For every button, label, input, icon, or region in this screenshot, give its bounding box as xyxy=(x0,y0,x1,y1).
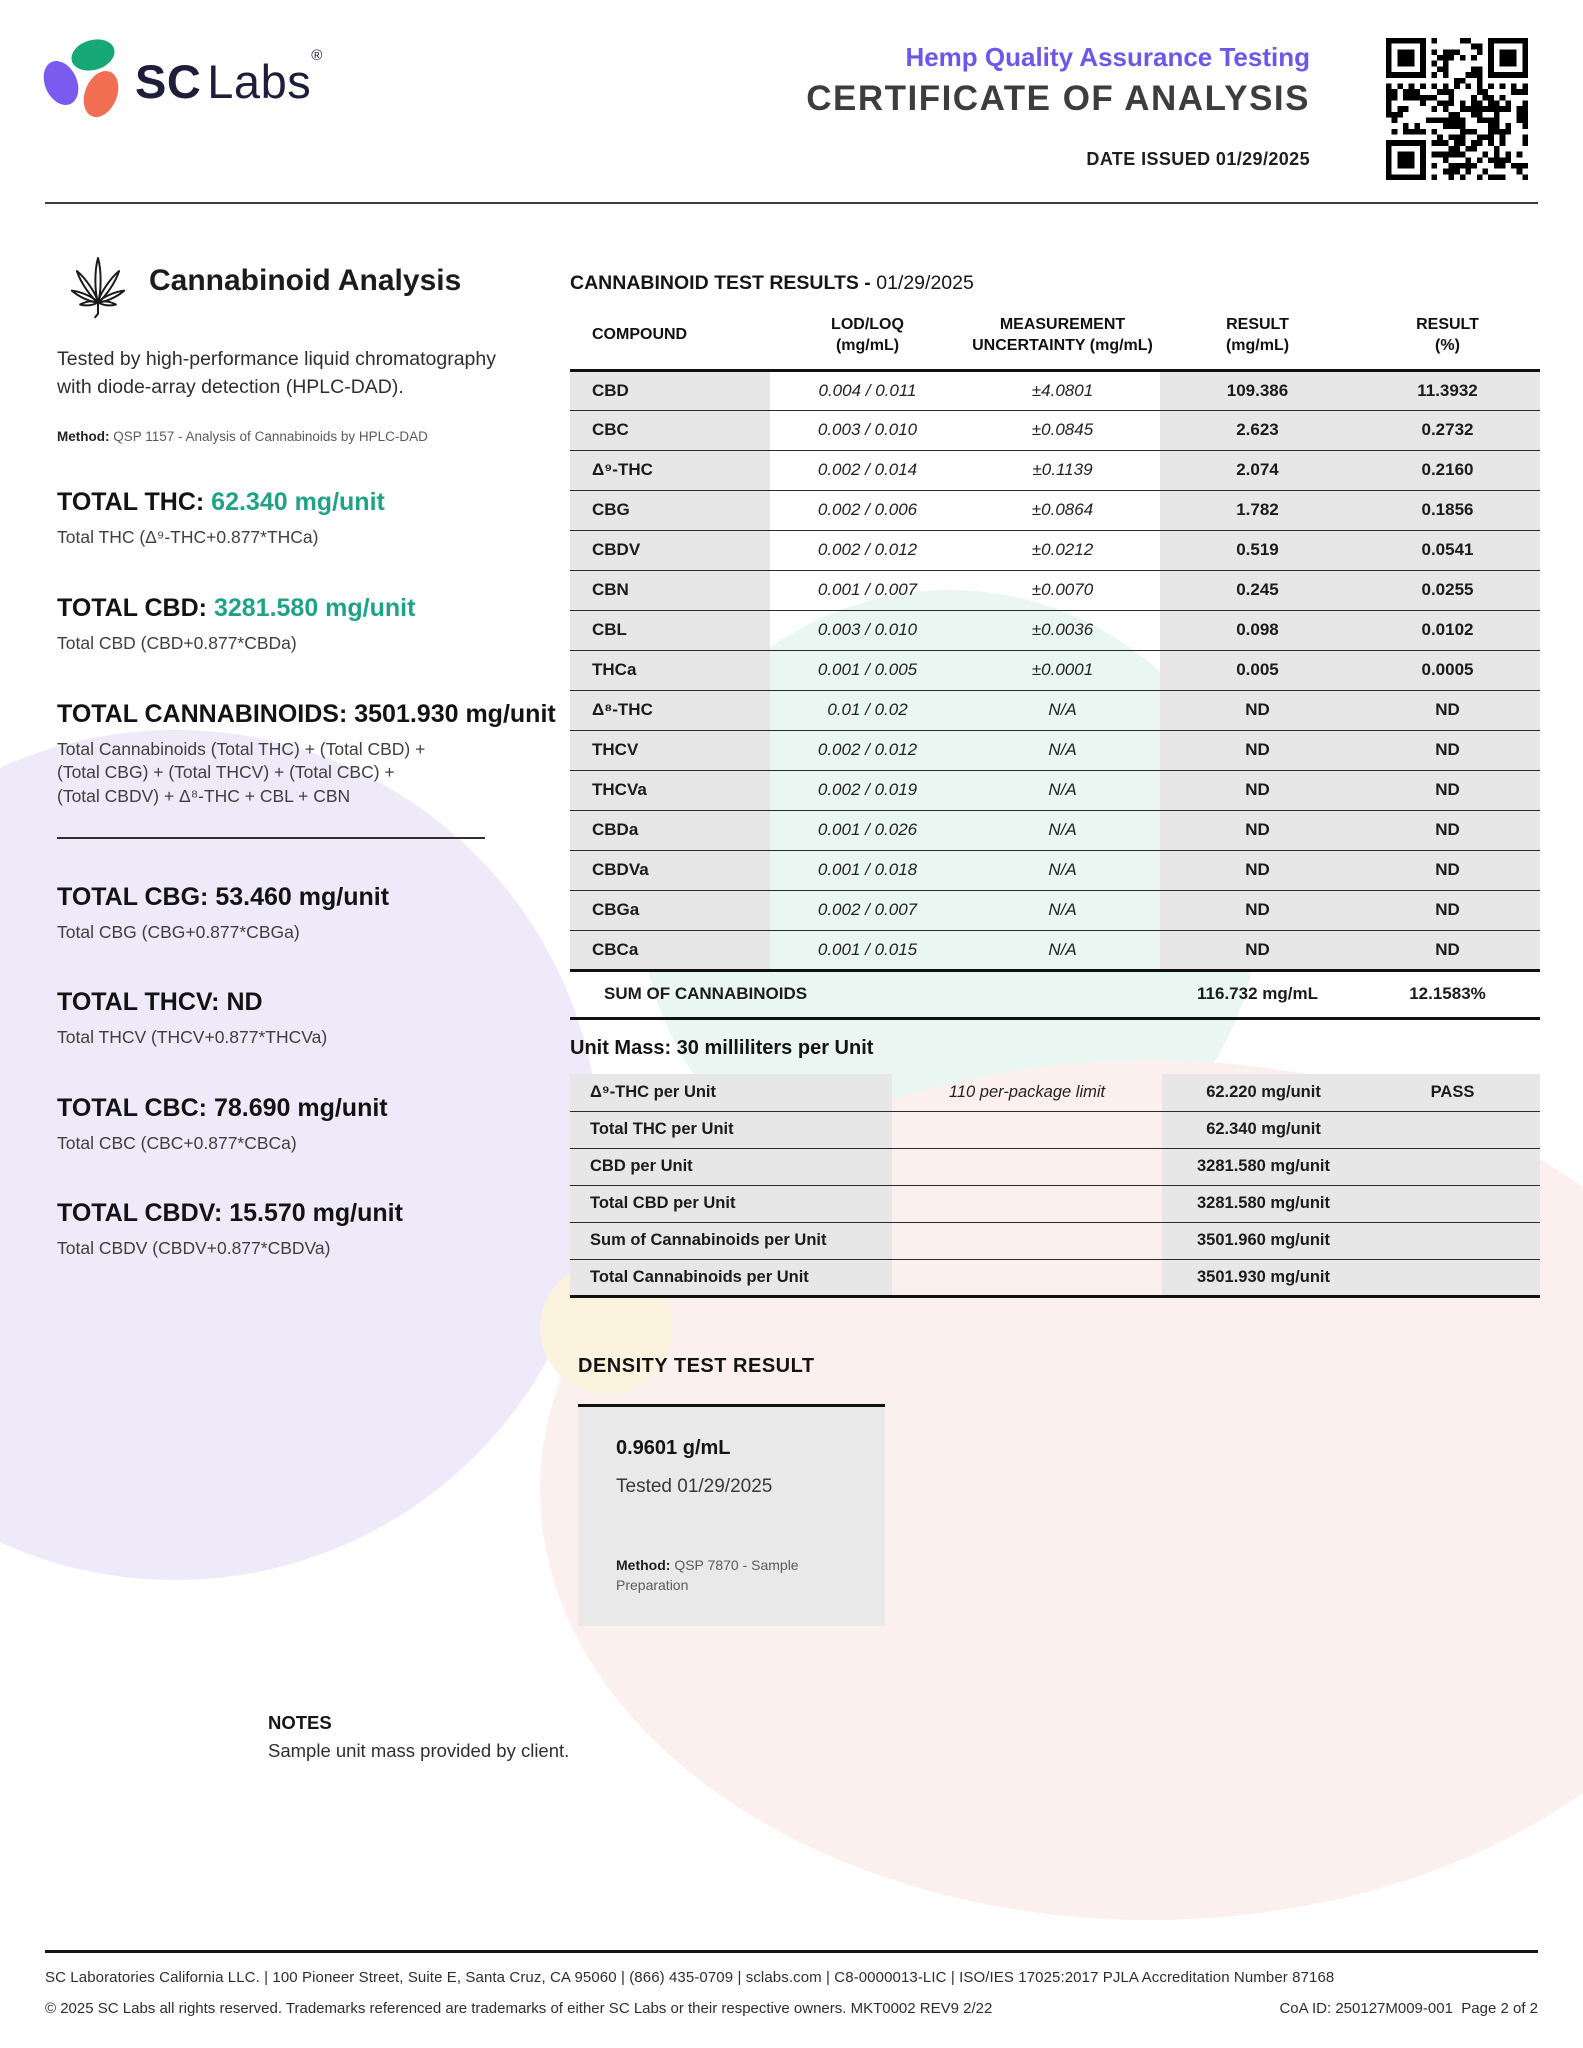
result-pct-cell: ND xyxy=(1355,730,1540,770)
compound-cell: CBDa xyxy=(570,810,770,850)
unit-label-cell: Δ⁹-THC per Unit xyxy=(570,1074,892,1111)
result-pct-cell: ND xyxy=(1355,930,1540,970)
secondary-totals xyxy=(57,883,572,1262)
sum-result-mg: 116.732 mg/mL xyxy=(1160,970,1355,1018)
registered-mark: ® xyxy=(311,47,323,64)
result-pct-cell: 0.0541 xyxy=(1355,530,1540,570)
total-cbd-value: 3281.580 mg/unit xyxy=(213,594,416,622)
unit-mass-row xyxy=(570,1148,1540,1185)
unit-label-cell: Sum of Cannabinoids per Unit xyxy=(570,1222,892,1259)
uncertainty-cell: ±0.0864 xyxy=(965,490,1160,530)
total-thc-label: TOTAL THC: xyxy=(57,488,205,517)
total-label: TOTAL CBC: xyxy=(57,1093,207,1122)
unit-label-cell: Total CBD per Unit xyxy=(570,1185,892,1222)
total-thc-block xyxy=(57,488,572,550)
compound-cell: CBL xyxy=(570,610,770,650)
density-result-box xyxy=(578,1404,885,1626)
result-mg-cell: ND xyxy=(1160,690,1355,730)
result-mg-cell: ND xyxy=(1160,810,1355,850)
uncertainty-cell: ±0.0845 xyxy=(965,410,1160,450)
result-pct-cell: ND xyxy=(1355,770,1540,810)
unit-limit-cell xyxy=(892,1148,1162,1185)
unit-mass-heading: Unit Mass: 30 milliliters per Unit xyxy=(570,1037,874,1059)
uncertainty-cell: ±0.1139 xyxy=(965,450,1160,490)
footer-legal xyxy=(45,2000,1538,2017)
uncertainty-cell: N/A xyxy=(965,930,1160,970)
unit-status-cell xyxy=(1365,1185,1540,1222)
unit-status-cell xyxy=(1365,1259,1540,1296)
unit-value-cell: 3281.580 mg/unit xyxy=(1162,1148,1365,1185)
compound-cell: CBCa xyxy=(570,930,770,970)
unit-mass-row xyxy=(570,1222,1540,1259)
lod-loq-cell: 0.01 / 0.02 xyxy=(770,690,965,730)
notes-heading: NOTES xyxy=(268,1712,332,1733)
result-pct-cell: 0.0102 xyxy=(1355,610,1540,650)
compound-cell: CBDV xyxy=(570,530,770,570)
method-label: Method: xyxy=(57,429,110,445)
lod-loq-cell: 0.004 / 0.011 xyxy=(770,370,965,410)
uncertainty-cell: ±0.0001 xyxy=(965,650,1160,690)
col-compound: COMPOUND xyxy=(570,309,770,370)
total-formula: Total CBDV (CBDV+0.877*CBDVa) xyxy=(57,1238,331,1259)
results-row xyxy=(570,650,1540,690)
sum-result-pct: 12.1583% xyxy=(1355,970,1540,1018)
cannabinoid-analysis-panel xyxy=(57,238,572,1261)
compound-cell: THCVa xyxy=(570,770,770,810)
analysis-description: Tested by high-performance liquid chromatography with diode-array detection (HPLC-DAD). xyxy=(57,348,496,398)
results-row xyxy=(570,930,1540,970)
unit-limit-cell xyxy=(892,1222,1162,1259)
total-cannabinoids-label: TOTAL CANNABINOIDS: xyxy=(57,699,348,728)
unit-status-cell xyxy=(1365,1222,1540,1259)
footer-lab-info: SC Laboratories California LLC. | 100 Pioneer Street, Suite E, Santa Cruz, CA 95060 | (866) 435-0709 | sclabs.com | C8-0000013-LIC | ISO/IES 17025:2017 PJLA Accreditation Number 87168 xyxy=(45,1969,1335,1986)
unit-value-cell: 3501.930 mg/unit xyxy=(1162,1259,1365,1296)
lod-loq-cell: 0.001 / 0.018 xyxy=(770,850,965,890)
total-thc-value: 62.340 mg/unit xyxy=(211,488,385,517)
lod-loq-cell: 0.002 / 0.006 xyxy=(770,490,965,530)
total-formula: Total CBC (CBC+0.877*CBCa) xyxy=(57,1132,297,1153)
results-row xyxy=(570,730,1540,770)
footer xyxy=(45,1950,1538,2017)
total-cannabinoids-block xyxy=(57,700,572,839)
program-title: Hemp Quality Assurance Testing xyxy=(905,42,1310,72)
compound-cell: CBGa xyxy=(570,890,770,930)
total-cannabinoids-formula: Total Cannabinoids (Total THC) + (Total CBD) + (Total CBG) + (Total THCV) + (Total CBC) + (Total CBDV) + Δ⁸-THC + CBL + CBN xyxy=(57,738,426,806)
unit-limit-cell xyxy=(892,1259,1162,1296)
results-row xyxy=(570,890,1540,930)
total-cbd-label: TOTAL CBD: xyxy=(57,594,207,622)
cannabinoid-results-table xyxy=(570,309,1540,1020)
unit-limit-cell xyxy=(892,1185,1162,1222)
lod-loq-cell: 0.003 / 0.010 xyxy=(770,610,965,650)
notes-text: Sample unit mass provided by client. xyxy=(268,1740,570,1761)
uncertainty-cell: ±0.0070 xyxy=(965,570,1160,610)
result-mg-cell: ND xyxy=(1160,930,1355,970)
qr-code xyxy=(1386,38,1528,180)
sclabs-logo-icon xyxy=(45,38,123,118)
unit-status-cell xyxy=(1365,1148,1540,1185)
date-issued: DATE ISSUED 01/29/2025 xyxy=(1086,149,1310,169)
total-cbd-formula: Total CBD (CBD+0.877*CBDa) xyxy=(57,633,297,653)
lod-loq-cell: 0.002 / 0.007 xyxy=(770,890,965,930)
col-uncertainty: MEASUREMENT UNCERTAINTY (mg/mL) xyxy=(965,309,1160,370)
total-cannabinoids-value: 3501.930 mg/unit xyxy=(354,699,556,728)
density-test-section xyxy=(578,1355,898,1626)
logo-petal-orange-icon xyxy=(77,66,125,122)
method-value: QSP 1157 - Analysis of Cannabinoids by HPLC-DAD xyxy=(109,429,428,445)
compound-cell: CBG xyxy=(570,490,770,530)
results-row xyxy=(570,850,1540,890)
density-method: Method: QSP 7870 - Sample Preparation xyxy=(616,1557,799,1593)
result-mg-cell: ND xyxy=(1160,730,1355,770)
header-titles xyxy=(806,42,1310,170)
unit-label-cell: CBD per Unit xyxy=(570,1148,892,1185)
uncertainty-cell: N/A xyxy=(965,850,1160,890)
unit-mass-row xyxy=(570,1259,1540,1296)
lod-loq-cell: 0.003 / 0.010 xyxy=(770,410,965,450)
result-mg-cell: ND xyxy=(1160,850,1355,890)
result-pct-cell: ND xyxy=(1355,890,1540,930)
results-row xyxy=(570,770,1540,810)
logo-labs: Labs xyxy=(207,55,312,108)
header-divider xyxy=(45,202,1538,204)
total-formula: Total CBG (CBG+0.877*CBGa) xyxy=(57,921,300,942)
unit-limit-cell: 110 per-package limit xyxy=(892,1074,1162,1111)
results-row xyxy=(570,570,1540,610)
uncertainty-cell: ±0.0212 xyxy=(965,530,1160,570)
result-mg-cell: 0.519 xyxy=(1160,530,1355,570)
analysis-heading xyxy=(57,238,572,324)
col-result-pct: RESULT (%) xyxy=(1355,309,1540,370)
uncertainty-cell: N/A xyxy=(965,690,1160,730)
total-block xyxy=(57,988,572,1050)
lod-loq-cell: 0.002 / 0.012 xyxy=(770,730,965,770)
result-pct-cell: 11.3932 xyxy=(1355,370,1540,410)
lod-loq-cell: 0.001 / 0.007 xyxy=(770,570,965,610)
results-row xyxy=(570,370,1540,410)
unit-mass-section xyxy=(570,1037,1540,1298)
result-pct-cell: 0.2732 xyxy=(1355,410,1540,450)
compound-cell: THCa xyxy=(570,650,770,690)
results-row xyxy=(570,690,1540,730)
header xyxy=(45,30,1538,190)
total-label: TOTAL THCV: xyxy=(57,988,220,1017)
unit-value-cell: 62.220 mg/unit xyxy=(1162,1074,1365,1111)
uncertainty-cell: N/A xyxy=(965,810,1160,850)
compound-cell: CBC xyxy=(570,410,770,450)
compound-cell: CBDVa xyxy=(570,850,770,890)
unit-mass-row xyxy=(570,1074,1540,1111)
total-formula: Total THCV (THCV+0.877*THCVa) xyxy=(57,1027,328,1048)
results-row xyxy=(570,530,1540,570)
total-block xyxy=(57,1199,572,1261)
total-block xyxy=(57,1094,572,1156)
footer-divider xyxy=(45,1950,1538,1953)
footer-coa-id: CoA ID: 250127M009-001 Page 2 of 2 xyxy=(1279,2000,1538,2017)
lod-loq-cell: 0.001 / 0.015 xyxy=(770,930,965,970)
result-pct-cell: ND xyxy=(1355,810,1540,850)
result-mg-cell: 109.386 xyxy=(1160,370,1355,410)
uncertainty-cell: N/A xyxy=(965,770,1160,810)
total-value: ND xyxy=(226,988,263,1017)
result-pct-cell: ND xyxy=(1355,690,1540,730)
lod-loq-cell: 0.002 / 0.012 xyxy=(770,530,965,570)
results-row xyxy=(570,490,1540,530)
compound-cell: CBD xyxy=(570,370,770,410)
result-mg-cell: 2.074 xyxy=(1160,450,1355,490)
result-mg-cell: ND xyxy=(1160,890,1355,930)
col-result-mg: RESULT (mg/mL) xyxy=(1160,309,1355,370)
results-header-row xyxy=(570,309,1540,370)
compound-cell: CBN xyxy=(570,570,770,610)
lod-loq-cell: 0.001 / 0.005 xyxy=(770,650,965,690)
results-row xyxy=(570,450,1540,490)
results-row xyxy=(570,410,1540,450)
analysis-method xyxy=(57,429,572,444)
unit-mass-table xyxy=(570,1074,1540,1298)
logo-sc: SC xyxy=(135,55,202,108)
density-tested-date: Tested 01/29/2025 xyxy=(616,1476,773,1497)
result-mg-cell: 1.782 xyxy=(1160,490,1355,530)
unit-label-cell: Total THC per Unit xyxy=(570,1111,892,1148)
result-pct-cell: 0.0255 xyxy=(1355,570,1540,610)
density-heading: DENSITY TEST RESULT xyxy=(578,1355,815,1377)
compound-cell: Δ⁸-THC xyxy=(570,690,770,730)
unit-value-cell: 3501.960 mg/unit xyxy=(1162,1222,1365,1259)
total-cbd-block xyxy=(57,594,572,656)
total-label: TOTAL CBG: xyxy=(57,882,209,911)
logo-wordmark xyxy=(135,47,323,109)
certificate-title: CERTIFICATE OF ANALYSIS xyxy=(806,79,1310,118)
col-lod-loq: LOD/LOQ (mg/mL) xyxy=(770,309,965,370)
result-pct-cell: 0.0005 xyxy=(1355,650,1540,690)
analysis-title: Cannabinoid Analysis xyxy=(149,264,462,297)
total-value: 53.460 mg/unit xyxy=(215,882,390,911)
uncertainty-cell: N/A xyxy=(965,890,1160,930)
logo-petal-green-icon xyxy=(68,35,119,76)
result-pct-cell: ND xyxy=(1355,850,1540,890)
total-block xyxy=(57,883,572,945)
result-mg-cell: 0.005 xyxy=(1160,650,1355,690)
total-thc-formula: Total THC (Δ⁹-THC+0.877*THCa) xyxy=(57,527,319,548)
total-label: TOTAL CBDV: xyxy=(57,1199,223,1228)
unit-mass-row xyxy=(570,1185,1540,1222)
sum-of-cannabinoids-row xyxy=(570,970,1540,1018)
lod-loq-cell: 0.002 / 0.019 xyxy=(770,770,965,810)
compound-cell: THCV xyxy=(570,730,770,770)
left-column-divider xyxy=(57,837,485,839)
result-mg-cell: ND xyxy=(1160,770,1355,810)
footer-copyright: © 2025 SC Labs all rights reserved. Trademarks referenced are trademarks of either SC Labs or their respective owners. MKT0002 REV9 2/22 xyxy=(45,2000,993,2017)
notes-section xyxy=(268,1712,569,1762)
cannabinoid-test-results-section xyxy=(570,272,1540,1020)
density-value: 0.9601 g/mL xyxy=(616,1437,731,1459)
unit-value-cell: 3281.580 mg/unit xyxy=(1162,1185,1365,1222)
unit-limit-cell xyxy=(892,1111,1162,1148)
results-row xyxy=(570,610,1540,650)
unit-mass-row xyxy=(570,1111,1540,1148)
result-pct-cell: 0.2160 xyxy=(1355,450,1540,490)
hemp-leaf-icon xyxy=(57,238,139,324)
unit-status-cell: PASS xyxy=(1365,1074,1540,1111)
lod-loq-cell: 0.001 / 0.026 xyxy=(770,810,965,850)
total-value: 78.690 mg/unit xyxy=(213,1093,388,1122)
result-mg-cell: 0.098 xyxy=(1160,610,1355,650)
results-section-title: CANNABINOID TEST RESULTS - 01/29/2025 xyxy=(570,272,974,294)
results-row xyxy=(570,810,1540,850)
result-mg-cell: 2.623 xyxy=(1160,410,1355,450)
result-mg-cell: 0.245 xyxy=(1160,570,1355,610)
uncertainty-cell: ±4.0801 xyxy=(965,370,1160,410)
compound-cell: Δ⁹-THC xyxy=(570,450,770,490)
sclabs-logo xyxy=(45,38,323,118)
unit-label-cell: Total Cannabinoids per Unit xyxy=(570,1259,892,1296)
result-pct-cell: 0.1856 xyxy=(1355,490,1540,530)
unit-status-cell xyxy=(1365,1111,1540,1148)
lod-loq-cell: 0.002 / 0.014 xyxy=(770,450,965,490)
sum-label: SUM OF CANNABINOIDS xyxy=(570,970,1160,1018)
unit-value-cell: 62.340 mg/unit xyxy=(1162,1111,1365,1148)
total-value: 15.570 mg/unit xyxy=(229,1199,403,1228)
uncertainty-cell: ±0.0036 xyxy=(965,610,1160,650)
uncertainty-cell: N/A xyxy=(965,730,1160,770)
